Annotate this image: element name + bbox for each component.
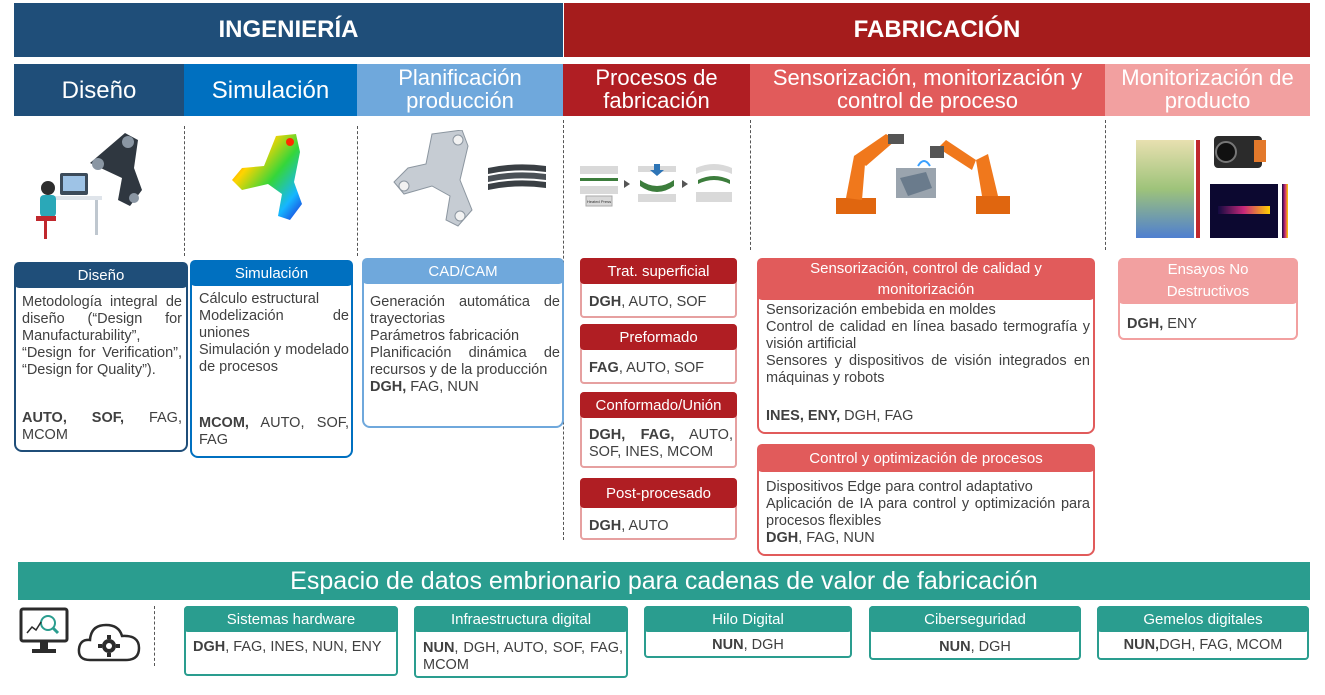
ds-hilo-orgs-rest: , DGH	[743, 636, 784, 653]
control-card-title: Control y optimización de procesos	[757, 444, 1095, 472]
header-sensorizacion-l1: Sensorización, monitorización y	[772, 65, 1083, 90]
header-monitorizacion	[1105, 64, 1310, 116]
ingenieria-band: INGENIERÍA	[14, 3, 563, 57]
conformado-card-title: Conformado/Unión	[580, 392, 737, 418]
ds-infraestructura-orgs-rest: , DGH, AUTO, SOF, FAG, MCOM	[423, 640, 623, 673]
ds-card-hilo-title: Hilo Digital	[644, 606, 852, 632]
ds-ciberseguridad-orgs-rest: , DGH	[970, 638, 1011, 655]
separator	[357, 126, 358, 256]
header-procesos	[563, 64, 750, 116]
ds-card-gemelos-title: Gemelos digitales	[1097, 606, 1309, 632]
sensorizacion-line-1: Sensorización embebida en moldes	[766, 302, 996, 318]
cloud-gear-icon	[76, 616, 142, 664]
cad-part-illustration	[392, 130, 482, 230]
header-monitorizacion-l2: producto	[1164, 88, 1251, 113]
designer-workstation-illustration	[30, 128, 160, 243]
header-sensorizacion-l2: control de proceso	[837, 88, 1018, 113]
ds-card-hilo-orgs	[644, 636, 852, 654]
separator	[750, 120, 751, 250]
simulacion-line-2: Modelización de uniones	[199, 308, 349, 341]
sensorizacion-orgs-rest: DGH, FAG	[840, 408, 914, 424]
post-card-title: Post-procesado	[580, 478, 737, 508]
cadcam-orgs-lead: DGH,	[370, 379, 407, 395]
control-card-body	[766, 479, 1090, 547]
conformado-orgs-rest: AUTO, SOF, INES, MCOM	[589, 427, 733, 460]
diseno-orgs-lead: AUTO, SOF,	[22, 410, 125, 426]
control-orgs-rest: , FAG, NUN	[798, 530, 875, 546]
ds-card-ciberseguridad-orgs	[869, 638, 1081, 656]
control-line-1: Dispositivos Edge para control adaptativo	[766, 479, 1033, 495]
ensayos-title-l1: Ensayos No	[1167, 261, 1249, 278]
post-orgs-lead: DGH	[589, 518, 622, 534]
separator	[1105, 120, 1106, 250]
ds-hilo-orgs-lead: NUN	[712, 636, 744, 653]
trat-card-orgs	[589, 294, 734, 311]
conformado-orgs-lead: DGH, FAG,	[589, 427, 675, 443]
ensayos-card-orgs	[1127, 316, 1292, 333]
diseno-card-orgs	[22, 410, 182, 444]
ensayos-card-title	[1118, 258, 1298, 304]
ds-card-infraestructura-orgs	[423, 640, 623, 674]
ds-hardware-orgs-rest: , FAG, INES, NUN, ENY	[225, 639, 382, 655]
composite-layers-illustration	[486, 160, 548, 194]
sensorizacion-title-l2: monitorización	[877, 281, 975, 298]
robots-illustration	[826, 126, 1016, 218]
trat-card-title: Trat. superficial	[580, 258, 737, 284]
simulacion-card-body	[199, 291, 349, 376]
ds-hardware-orgs-lead: DGH	[193, 639, 226, 655]
diseno-orgs-rest: FAG, MCOM	[22, 410, 182, 443]
header-planificacion-l2: producción	[406, 88, 514, 113]
simulacion-card-title: Simulación	[190, 260, 353, 286]
thermography-illustration	[1136, 132, 1296, 240]
simulation-part-illustration	[228, 132, 318, 227]
preformado-card-orgs	[589, 360, 734, 377]
header-sensorizacion	[750, 64, 1105, 116]
conformado-card-orgs	[589, 427, 733, 461]
preformado-card-title: Preformado	[580, 324, 737, 350]
ds-card-gemelos-orgs	[1097, 636, 1309, 654]
process-steps-illustration	[578, 160, 738, 212]
trat-orgs-rest: , AUTO, SOF	[621, 294, 707, 310]
header-planificacion-l1: Planificación	[398, 65, 522, 90]
ds-card-ciberseguridad-title: Ciberseguridad	[869, 606, 1081, 632]
diseno-card-title: Diseño	[14, 262, 188, 288]
sensorizacion-line-2: Control de calidad en línea basado termografía y visión artificial	[766, 319, 1090, 352]
header-diseno: Diseño	[14, 64, 184, 116]
ds-card-hardware-orgs	[193, 639, 393, 656]
preformado-orgs-rest: , AUTO, SOF	[618, 360, 704, 376]
ds-card-infraestructura-title: Infraestructura digital	[414, 606, 628, 632]
preformado-orgs-lead: FAG	[589, 360, 619, 376]
ds-gemelos-orgs-lead: NUN,	[1123, 636, 1160, 653]
simulacion-orgs-lead: MCOM,	[199, 415, 249, 431]
header-planificacion	[357, 64, 563, 116]
ensayos-title-l2: Destructivos	[1166, 283, 1250, 300]
ds-ciberseguridad-orgs-lead: NUN	[939, 638, 971, 655]
diseno-card-body: Metodología integral de diseño (“Design for Manufacturability”, “Design for Verification”, “Design for Quality”).	[22, 294, 182, 378]
simulacion-orgs-rest: AUTO, SOF, FAG	[199, 415, 349, 448]
data-space-banner: Espacio de datos embrionario para cadenas de valor de fabricación	[18, 562, 1310, 600]
analytics-monitor-icon	[18, 606, 72, 656]
cadcam-orgs-rest: FAG, NUN	[406, 379, 479, 395]
sensorizacion-orgs-lead: INES, ENY,	[766, 408, 841, 424]
cadcam-card-body	[370, 294, 560, 396]
ds-card-hardware-title: Sistemas hardware	[184, 606, 398, 632]
cadcam-card-orgs	[370, 379, 560, 396]
cadcam-card-title: CAD/CAM	[362, 258, 564, 284]
ensayos-orgs-rest: ENY	[1163, 316, 1198, 332]
heated-press-label: Heated Press	[586, 199, 612, 204]
header-procesos-l1: Procesos de	[595, 65, 718, 90]
fabricacion-band: FABRICACIÓN	[564, 3, 1310, 57]
trat-orgs-lead: DGH	[589, 294, 622, 310]
post-orgs-rest: , AUTO	[621, 518, 669, 534]
sensorizacion-card-title	[757, 258, 1095, 300]
ensayos-orgs-lead: DGH,	[1127, 316, 1164, 332]
sensorizacion-card-body	[766, 302, 1090, 387]
sensorizacion-line-3: Sensores y dispositivos de visión integrados en máquinas y robots	[766, 353, 1090, 386]
ds-gemelos-orgs-rest: DGH, FAG, MCOM	[1159, 636, 1283, 653]
cadcam-line-3: Planificación dinámica de recursos y de la producción	[370, 345, 560, 378]
separator	[184, 126, 185, 256]
header-procesos-l2: fabricación	[603, 88, 710, 113]
header-simulacion: Simulación	[184, 64, 357, 116]
control-line-2: Aplicación de IA para control y optimización para procesos flexibles	[766, 496, 1090, 529]
ds-infraestructura-orgs-lead: NUN	[423, 640, 455, 656]
cadcam-line-2: Parámetros fabricación	[370, 328, 520, 344]
separator	[154, 606, 155, 666]
simulacion-card-orgs	[199, 415, 349, 449]
control-orgs-lead: DGH	[766, 530, 799, 546]
post-card-orgs	[589, 518, 734, 535]
sensorizacion-card-orgs	[766, 408, 1090, 425]
control-card-orgs	[766, 530, 1090, 547]
simulacion-line-3: Simulación y modelado de procesos	[199, 342, 349, 375]
sensorizacion-title-l1: Sensorización, control de calidad y	[810, 260, 1042, 277]
header-monitorizacion-l1: Monitorización de	[1121, 65, 1294, 90]
simulacion-line-1: Cálculo estructural	[199, 291, 320, 307]
cadcam-line-1: Generación automática de trayectorias	[370, 294, 560, 327]
